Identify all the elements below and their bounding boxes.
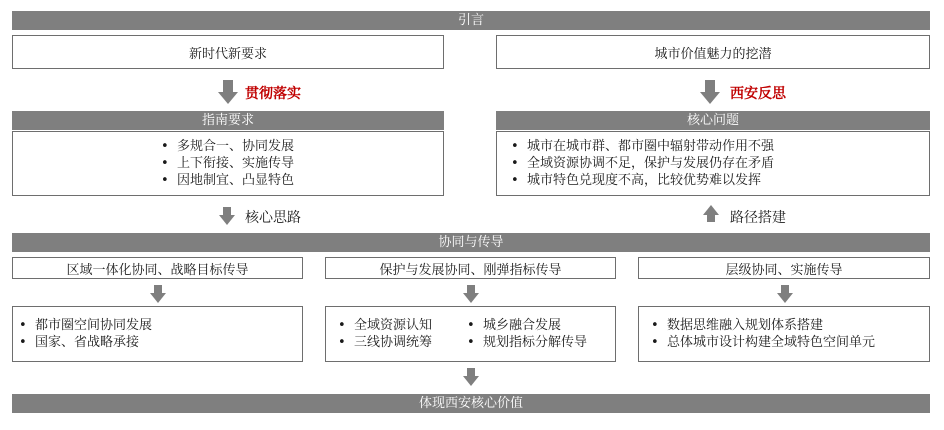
path-label: 路径搭建 xyxy=(730,210,786,226)
list-item: • 国家、省战略承接 xyxy=(19,334,152,351)
list-item: • 城市在城市群、都市圈中辐射带动作用不强 xyxy=(511,138,774,155)
core-issues-bar: 核心问题 xyxy=(496,111,930,130)
list-item: • 数据思维融入规划体系搭建 xyxy=(651,317,875,334)
list-item: • 规划指标分解传导 xyxy=(467,334,587,351)
intro-bar: 引言 xyxy=(12,11,930,30)
list-item: • 城乡融合发展 xyxy=(467,317,587,334)
new-era-box: 新时代新要求 xyxy=(12,35,444,69)
column-box-regional xyxy=(12,306,303,362)
reflect-label: 西安反思 xyxy=(730,86,786,102)
regional-list xyxy=(19,317,152,351)
implement-label: 贯彻落实 xyxy=(245,86,301,102)
list-item: • 城市特色兑现度不高，比较优势难以发挥 xyxy=(511,172,774,189)
column-header-protection: 保护与发展协同、刚弹指标传导 xyxy=(325,257,616,279)
footer-bar: 体现西安核心价值 xyxy=(12,394,930,413)
column-header-hierarchy: 层级协同、实施传导 xyxy=(638,257,930,279)
down-arrow-col3 xyxy=(777,285,793,303)
down-arrow-core-thinking xyxy=(219,207,235,225)
guide-list xyxy=(161,138,294,189)
list-item: • 全域资源协调不足，保护与发展仍存在矛盾 xyxy=(511,155,774,172)
core-issues-list xyxy=(511,138,774,189)
list-item: • 多规合一、协同发展 xyxy=(161,138,294,155)
core-issues-box xyxy=(496,131,930,196)
down-arrow-col1 xyxy=(150,285,166,303)
protection-list-left xyxy=(338,317,432,351)
column-box-protection xyxy=(325,306,616,362)
collab-bar: 协同与传导 xyxy=(12,233,930,252)
core-thinking-label: 核心思路 xyxy=(245,210,301,226)
city-value-box: 城市价值魅力的挖潜 xyxy=(496,35,930,69)
list-item: • 因地制宜、凸显特色 xyxy=(161,172,294,189)
list-item: • 都市圈空间协同发展 xyxy=(19,317,152,334)
guide-bar: 指南要求 xyxy=(12,111,444,130)
list-item: • 上下衔接、实施传导 xyxy=(161,155,294,172)
protection-list-right xyxy=(467,317,587,351)
list-item: • 全域资源认知 xyxy=(338,317,432,334)
column-header-regional: 区域一体化协同、战略目标传导 xyxy=(12,257,303,279)
column-box-hierarchy xyxy=(638,306,930,362)
up-arrow-path xyxy=(703,205,719,223)
down-arrow-final xyxy=(463,368,479,386)
list-item: • 总体城市设计构建全域特色空间单元 xyxy=(651,334,875,351)
list-item: • 三线协调统筹 xyxy=(338,334,432,351)
down-arrow-reflect xyxy=(700,80,720,104)
down-arrow-implement xyxy=(218,80,238,104)
down-arrow-col2 xyxy=(463,285,479,303)
guide-box xyxy=(12,131,444,196)
hierarchy-list xyxy=(651,317,875,351)
